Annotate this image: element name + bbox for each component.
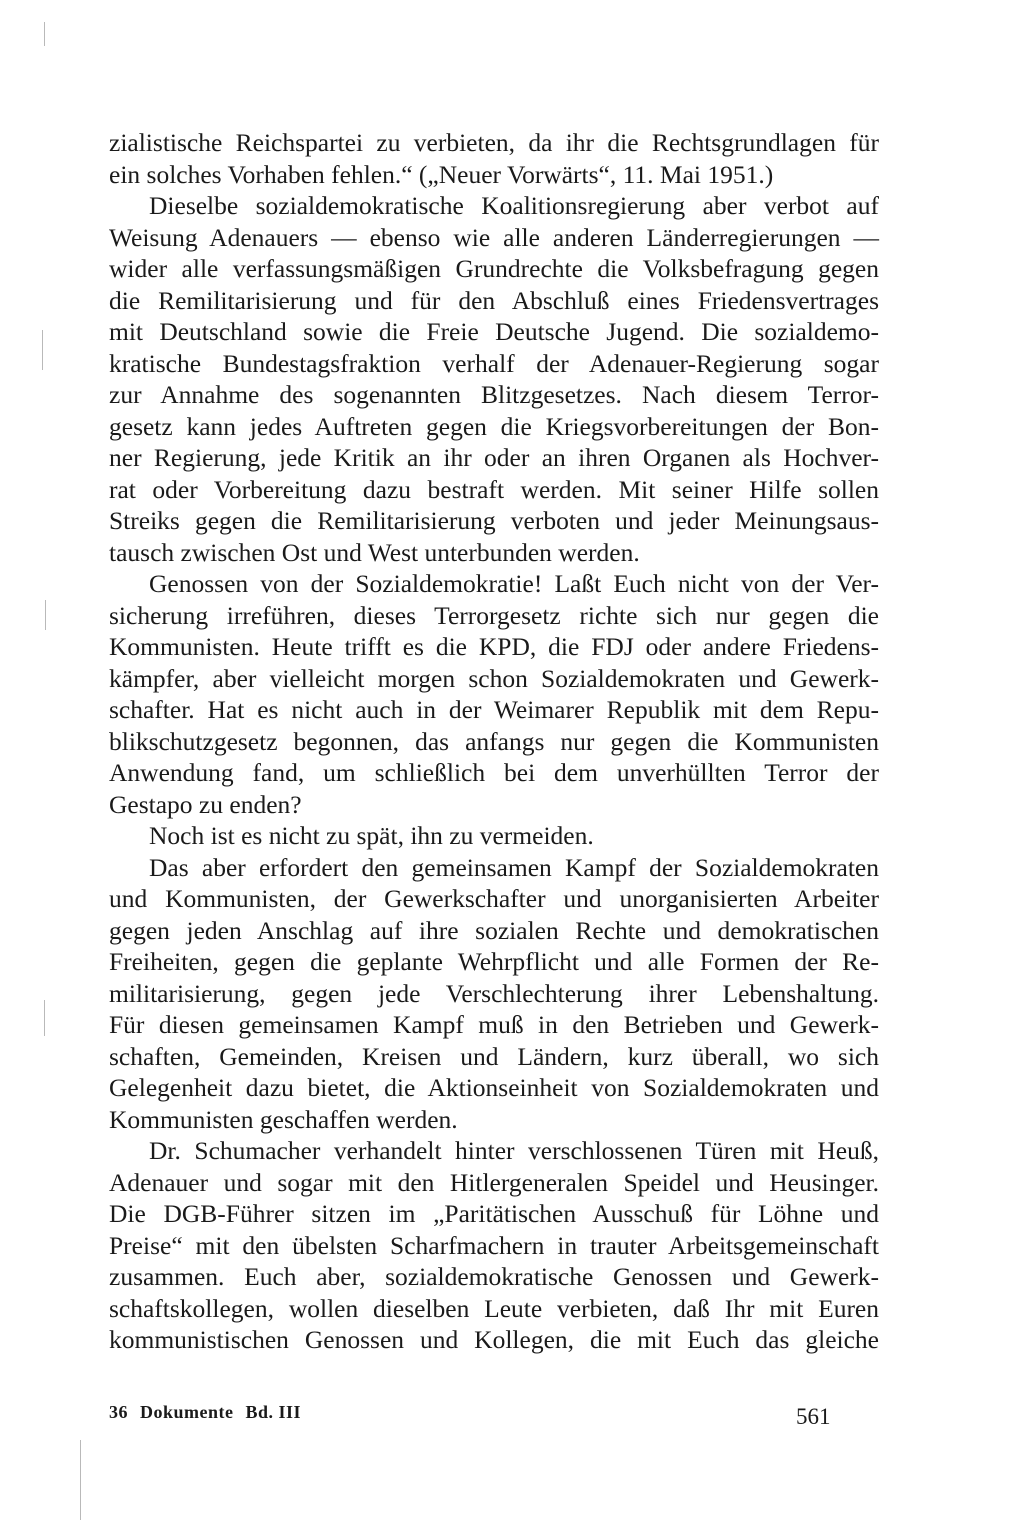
signature-volume: Bd. III [245, 1402, 302, 1422]
text-line: zusammen. Euch aber, sozialdemokratische Genossen und Gewerk- [109, 1262, 879, 1291]
text-line: die Remilitarisierung und für den Abschluß eines Friedensvertrages [109, 285, 879, 315]
scan-artifact [42, 330, 43, 370]
text-line: Streiks gegen die Remilitarisierung verboten und jeder Meinungsaus- [109, 506, 879, 535]
text-line: blikschutzgesetz begonnen, das anfangs nur gegen die Kommunisten [109, 726, 879, 756]
scan-artifact [45, 600, 46, 630]
text-line: ner Regierung, jede Kritik an ihr oder an ihren Organen als Hochver- [109, 443, 879, 472]
text-line: Weisung Adenauers — ebenso wie alle anderen Länderregierungen — [109, 222, 879, 252]
scan-artifact [44, 1000, 45, 1036]
text-line: und Kommunisten, der Gewerkschafter und unorganisierten Arbeiter [109, 884, 879, 913]
text-line: Genossen von der Sozialdemokratie! Laßt Euch nicht von der Ver- [149, 569, 879, 598]
text-line: wider alle verfassungsmäßigen Grundrechte die Volksbefragung gegen [109, 254, 879, 283]
signature-title: Dokumente [140, 1402, 234, 1422]
text-line: kratische Bundestagsfraktion verhalf der Adenauer-Regierung sogar [109, 348, 879, 378]
text-line: Die DGB-Führer sitzen im „Paritätischen Ausschuß für Löhne und [109, 1199, 879, 1228]
signature-line [109, 1402, 313, 1423]
text-line: Gelegenheit dazu bietet, die Aktionseinheit von Sozialdemokraten und [109, 1073, 879, 1102]
text-line: Freiheiten, gegen die geplante Wehrpflicht und alle Formen der Re- [109, 947, 879, 976]
text-line: kommunistischen Genossen und Kollegen, die mit Euch das gleiche [109, 1325, 879, 1354]
scan-artifact [80, 1440, 81, 1520]
text-line: Für diesen gemeinsamen Kampf muß in den Betrieben und Gewerk- [109, 1010, 879, 1039]
page-number: 561 [796, 1404, 831, 1429]
text-line: Dieselbe sozialdemokratische Koalitionsregierung aber verbot auf [149, 191, 879, 220]
text-line: Das aber erfordert den gemeinsamen Kampf der Sozialdemokraten [149, 852, 879, 882]
text-line: Anwendung fand, um schließlich bei dem unverhüllten Terror der [109, 758, 879, 787]
text-line: rat oder Vorbereitung dazu bestraft werden. Mit seiner Hilfe sollen [109, 474, 879, 504]
text-line: militarisierung, gegen jede Verschlechterung ihrer Lebenshaltung. [109, 978, 879, 1008]
text-line: gegen jeden Anschlag auf ihre sozialen Rechte und demokratischen [109, 915, 879, 945]
signature-number: 36 [109, 1402, 128, 1422]
text-line: schaftskollegen, wollen dieselben Leute verbieten, daß Ihr mit Euren [109, 1293, 879, 1323]
text-line: zur Annahme des sogenannten Blitzgesetzes. Nach diesem Terror- [109, 380, 879, 409]
text-line: Preise“ mit den übelsten Scharfmachern in trauter Arbeitsgemeinschaft [109, 1230, 879, 1260]
text-line: zialistische Reichspartei zu verbieten, da ihr die Rechtsgrundlagen für [109, 128, 879, 157]
text-line: kämpfer, aber vielleicht morgen schon Sozialdemokraten und Gewerk- [109, 663, 879, 693]
text-line: ein solches Vorhaben fehlen.“ („Neuer Vorwärts“, 11. Mai 1951.) [109, 159, 774, 189]
text-line: sicherung irreführen, dieses Terrorgesetz richte sich nur gegen die [109, 600, 879, 630]
body-text [109, 127, 879, 1356]
text-line: gesetz kann jedes Auftreten gegen die Kriegsvorbereitungen der Bon- [109, 411, 879, 441]
text-line: Dr. Schumacher verhandelt hinter verschlossenen Türen mit Heuß, [149, 1136, 879, 1165]
text-line: mit Deutschland sowie die Freie Deutsche Jugend. Die sozialdemo- [109, 317, 879, 346]
text-line: Kommunisten geschaffen werden. [109, 1104, 458, 1134]
text-line: Kommunisten. Heute trifft es die KPD, die FDJ oder andere Friedens- [109, 632, 879, 661]
text-line: schaften, Gemeinden, Kreisen und Ländern, kurz überall, wo sich [109, 1041, 879, 1071]
text-line: Noch ist es nicht zu spät, ihn zu vermeiden. [149, 821, 594, 850]
text-line: Gestapo zu enden? [109, 789, 302, 819]
text-line: Adenauer und sogar mit den Hitlergeneralen Speidel und Heusinger. [109, 1167, 879, 1197]
text-line: tausch zwischen Ost und West unterbunden werden. [109, 537, 640, 567]
scan-artifact [44, 22, 45, 46]
text-line: schafter. Hat es nicht auch in der Weimarer Republik mit dem Repu- [109, 695, 879, 724]
